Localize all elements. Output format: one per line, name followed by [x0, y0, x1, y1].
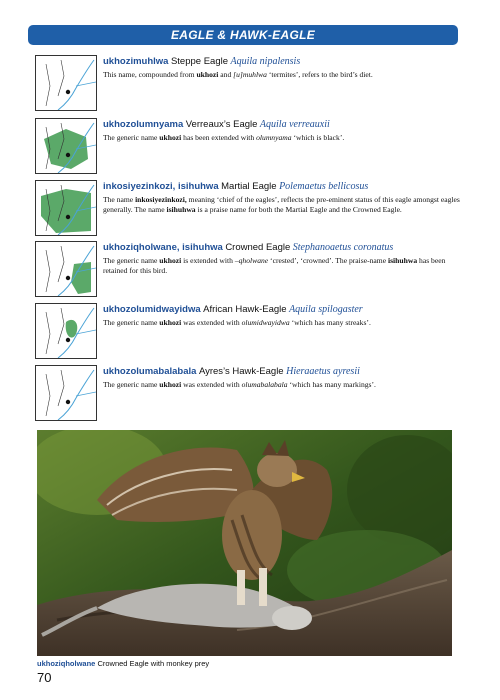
description-segment: ukhozi	[159, 133, 182, 142]
section-title: EAGLE & HAWK-EAGLE	[170, 28, 316, 42]
description-segment: has been extended with	[181, 133, 257, 142]
description-segment: ‘which has many markings’.	[287, 380, 376, 389]
species-description	[103, 70, 463, 80]
species-text	[103, 55, 463, 80]
common-name: Steppe Eagle	[170, 56, 228, 67]
species-heading	[103, 55, 463, 68]
species-description	[103, 133, 463, 143]
species-description	[103, 380, 463, 390]
species-description	[103, 195, 463, 215]
description-segment: olumidwayidwa	[241, 318, 290, 327]
description-segment: ukhozi	[196, 70, 219, 79]
zulu-name: inkosiyezinkozi, isihuhwa	[103, 181, 219, 192]
species-text	[103, 303, 463, 328]
distribution-map-icon	[35, 118, 97, 174]
scientific-name: Aquila nipalensis	[230, 56, 301, 67]
description-segment: The generic name	[103, 133, 160, 142]
description-segment: ‘termites’, refers to the bird’s diet.	[266, 70, 373, 79]
species-entry	[35, 118, 465, 174]
description-segment: and	[218, 70, 234, 79]
description-segment: The name	[103, 195, 136, 204]
description-segment: ‘which is black’.	[291, 133, 345, 142]
page-number: 70	[37, 670, 52, 685]
species-entry	[35, 241, 465, 297]
species-entry	[35, 55, 465, 111]
description-segment: The generic name	[103, 380, 160, 389]
common-name: African Hawk-Eagle	[203, 304, 287, 315]
scientific-name: Hieraaetus ayresii	[286, 366, 360, 377]
description-segment: This name, compounded from	[103, 70, 197, 79]
species-text	[103, 365, 463, 390]
description-segment: olumabalabala	[241, 380, 288, 389]
photo-caption-text: Crowned Eagle with monkey prey	[97, 659, 210, 668]
species-heading	[103, 241, 463, 254]
description-segment: isihuhwa	[387, 256, 418, 265]
species-entry	[35, 365, 465, 421]
common-name: Verreaux’s Eagle	[185, 119, 258, 130]
description-segment: is a praise name for both the Martial Eagle and the Crowned Eagle.	[195, 205, 402, 214]
description-segment: isihuhwa	[166, 205, 196, 214]
species-heading	[103, 303, 463, 316]
distribution-map-icon	[35, 180, 97, 236]
species-text	[103, 180, 463, 215]
description-segment: –qholwane	[234, 256, 269, 265]
crowned-eagle-photo	[37, 430, 452, 656]
description-segment: was extended with	[181, 380, 242, 389]
species-text	[103, 118, 463, 143]
species-heading	[103, 365, 463, 378]
description-segment: has been retained for this bird.	[103, 256, 446, 275]
species-heading	[103, 118, 463, 131]
section-title-banner	[28, 25, 458, 45]
zulu-name: ukhozolumabalabala	[103, 366, 197, 377]
description-segment: olumnyama	[256, 133, 292, 142]
scientific-name: Polemaetus bellicosus	[279, 181, 369, 192]
photo-caption-zulu: ukhoziqholwane	[37, 659, 96, 668]
description-segment: meaning ‘chief of the eagles’, reflects the pre-eminent status of this eagle amongst eagles generally. The name	[103, 195, 460, 214]
common-name: Martial Eagle	[221, 181, 277, 192]
common-name: Crowned Eagle	[225, 242, 291, 253]
description-segment: The generic name	[103, 256, 160, 265]
description-segment: ukhozi	[159, 318, 182, 327]
zulu-name: ukhoziqholwane, isihuhwa	[103, 242, 223, 253]
description-segment: ‘which has many streaks’.	[289, 318, 371, 327]
description-segment: [u]muhlwa	[233, 70, 267, 79]
description-segment: ukhozi	[159, 256, 182, 265]
description-segment: is extended with	[181, 256, 235, 265]
species-entry	[35, 303, 465, 359]
zulu-name: ukhozolumnyama	[103, 119, 184, 130]
common-name: Ayres’s Hawk-Eagle	[198, 366, 284, 377]
species-text	[103, 241, 463, 276]
distribution-map-icon	[35, 365, 97, 421]
species-heading	[103, 180, 463, 193]
description-segment: ‘crested’, ‘crowned’. The praise-name	[268, 256, 388, 265]
distribution-map-icon	[35, 241, 97, 297]
scientific-name: Stephanoaetus coronatus	[292, 242, 394, 253]
zulu-name: ukhozimuhlwa	[103, 56, 169, 67]
photo-caption	[37, 659, 209, 668]
scientific-name: Aquila verreauxii	[259, 119, 330, 130]
description-segment: The generic name	[103, 318, 160, 327]
distribution-map-icon	[35, 55, 97, 111]
distribution-map-icon	[35, 303, 97, 359]
description-segment: was extended with	[181, 318, 242, 327]
description-segment: ukhozi	[159, 380, 182, 389]
species-entry	[35, 180, 465, 236]
scientific-name: Aquila spilogaster	[289, 304, 363, 315]
species-description	[103, 318, 463, 328]
species-description	[103, 256, 463, 276]
description-segment: inkosiyezinkozi,	[135, 195, 187, 204]
zulu-name: ukhozolumidwayidwa	[103, 304, 201, 315]
